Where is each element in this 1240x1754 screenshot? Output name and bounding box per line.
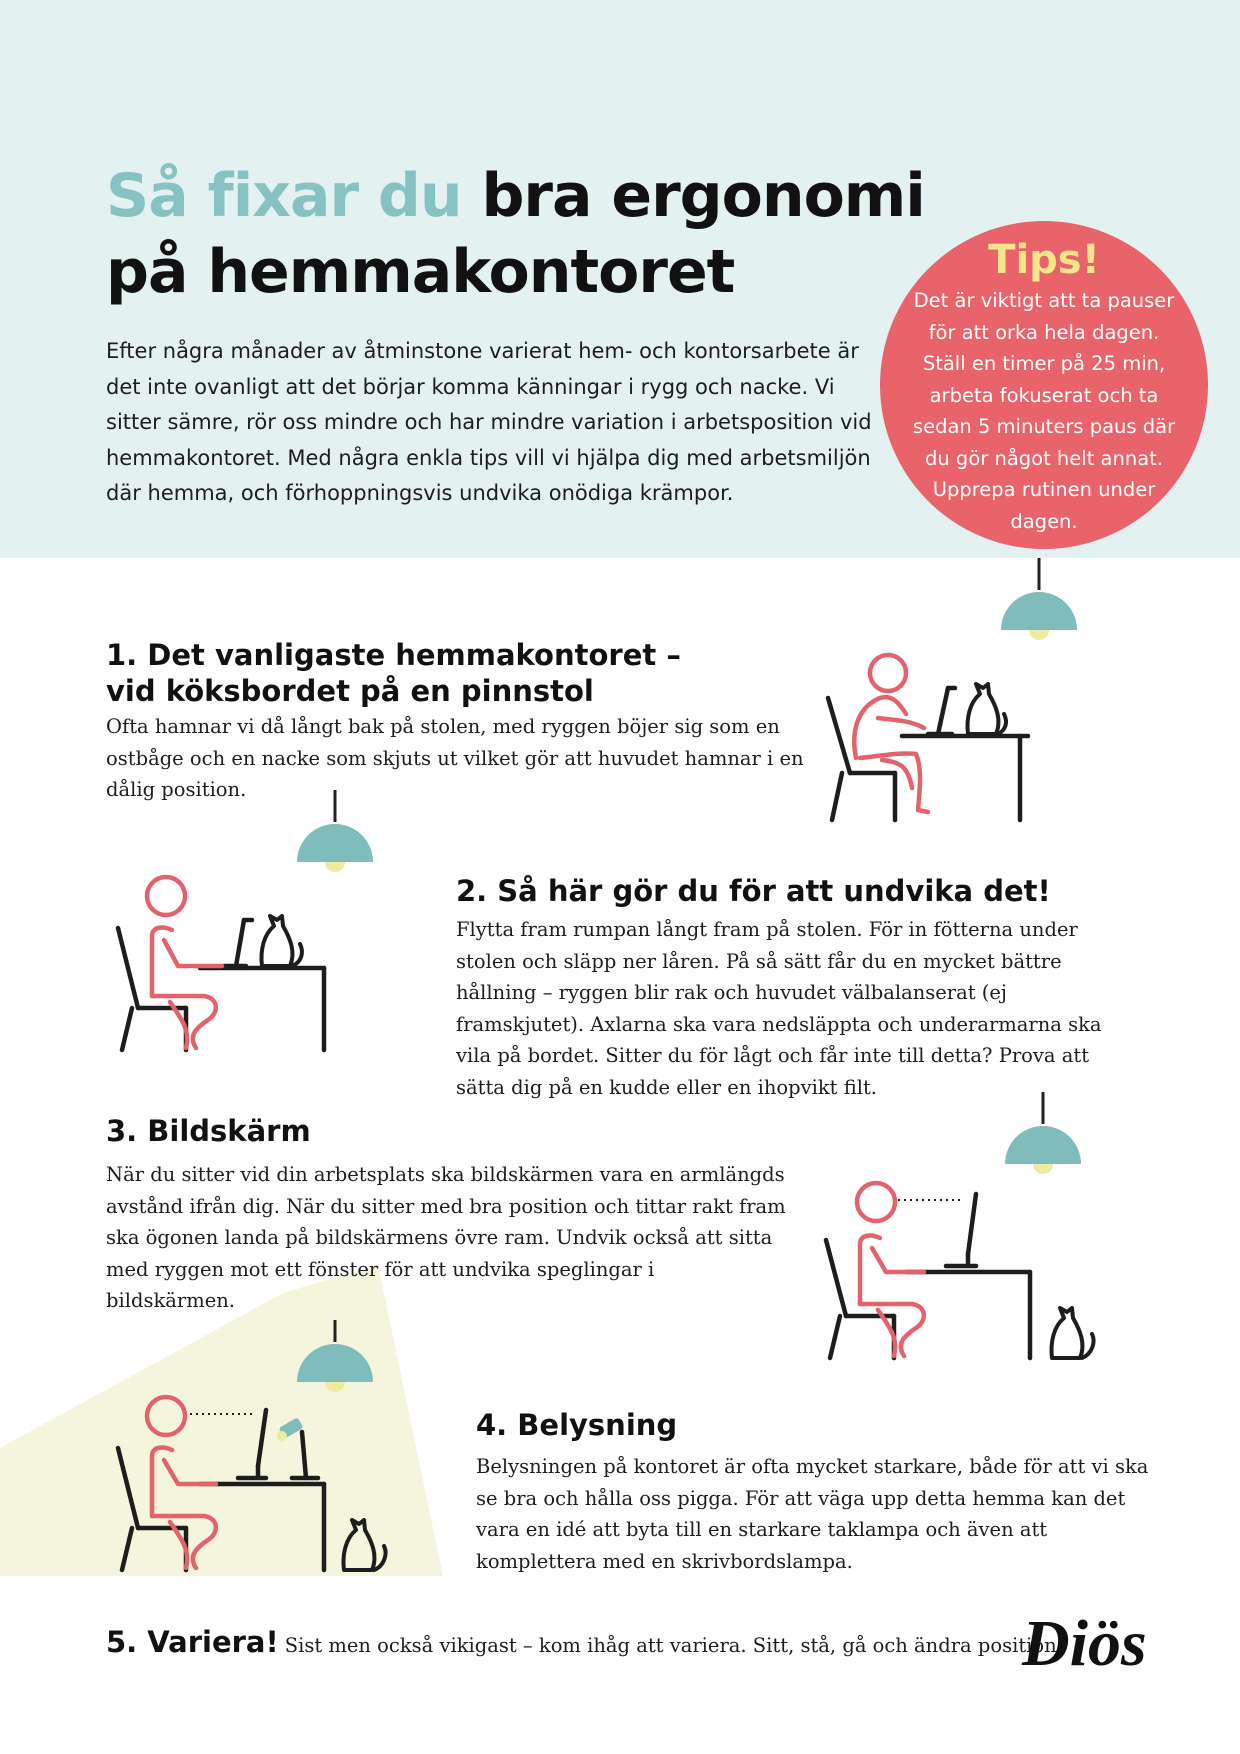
ceiling-lamp-icon bbox=[996, 558, 1082, 642]
person-at-desk-icon bbox=[820, 1176, 1110, 1361]
footer-text: Sist men också vikigast – kom ihåg att variera. Sitt, stå, gå och ändra position. bbox=[284, 1634, 1063, 1657]
person-at-desk-icon bbox=[112, 1392, 412, 1572]
person-at-desk-icon bbox=[820, 648, 1060, 828]
section-3-body: När du sitter vid din arbetsplats ska bildskärmen vara en armlängds avstånd ifrån dig. När du sitter med bra position och tittar rakt fram ska ögonen landa på bildskärmens övre ram. Undvik också att sitta med ryggen mot ett fönster för att undvika speglingar i bildskärmen. bbox=[106, 1163, 786, 1312]
section-4-body: Belysningen på kontoret är ofta mycket starkare, både för att vi ska se bra och hålla oss pigga. För att väga upp detta hemma kan det vara en idé att byta till en starkare taklampa och även att komplettera med en skrivbordslampa. bbox=[476, 1455, 1149, 1573]
footer-title: 5. Variera! bbox=[106, 1625, 279, 1659]
ceiling-lamp-icon bbox=[292, 1320, 378, 1390]
dios-logo bbox=[1020, 1595, 1170, 1685]
title-accent: Så fixar du bbox=[106, 161, 462, 231]
title-line2: på hemmakontoret bbox=[106, 237, 735, 307]
tips-text: Det är viktigt att ta pauser för att orka hela dagen. Ställ en timer på 25 min, arbeta fokuserat och ta sedan 5 minuters paus där du gör något helt annat. Upprepa rutinen under dagen. bbox=[912, 289, 1176, 533]
section-2-body: Flytta fram rumpan långt fram på stolen. För in fötterna under stolen och släpp ner låren. På så sätt får du en mycket bättre hållning – ryggen blir rak och huvudet välbalanserat (ej framskjutet). Axlarna ska vara nedsläppta och underarmarna ska vila på bordet. Sitter du för lågt och får inte till detta? Prova att sätta dig på en kudde eller en ihopvikt filt. bbox=[456, 918, 1102, 1099]
section-4-title: 4. Belysning bbox=[476, 1408, 678, 1442]
section-3-title: 3. Bildskärm bbox=[106, 1114, 311, 1148]
title-rest: bra ergonomi bbox=[481, 161, 925, 231]
ceiling-lamp-icon bbox=[292, 790, 378, 874]
tips-title: Tips! bbox=[988, 237, 1100, 283]
section-1-body: Ofta hamnar vi då långt bak på stolen, med ryggen böjer sig som en ostbåge och en nacke som skjuts ut vilket gör att huvudet hamnar i en dålig position. bbox=[106, 715, 804, 801]
logo-text: Diös bbox=[1022, 1607, 1147, 1680]
section-2-title: 2. Så här gör du för att undvika det! bbox=[456, 874, 1051, 908]
ceiling-lamp-icon bbox=[1000, 1092, 1086, 1176]
person-at-desk-icon bbox=[112, 872, 332, 1052]
footer bbox=[106, 1625, 1063, 1659]
intro-text: Efter några månader av åtminstone varierat hem- och kontorsarbete är det inte ovanligt att det börjar komma känningar i rygg och nacke. Vi sitter sämre, rör oss mindre och har mindre variation i arbetsposition vid hemmakontoret. Med några enkla tips vill vi hjälpa dig med arbetsmiljön där hemma, och förhoppningsvis undvika onödiga krämpor. bbox=[106, 339, 872, 505]
section-1-title: 1. Det vanligaste hemmakontoret – vid köksbordet på en pinnstol bbox=[106, 638, 681, 708]
